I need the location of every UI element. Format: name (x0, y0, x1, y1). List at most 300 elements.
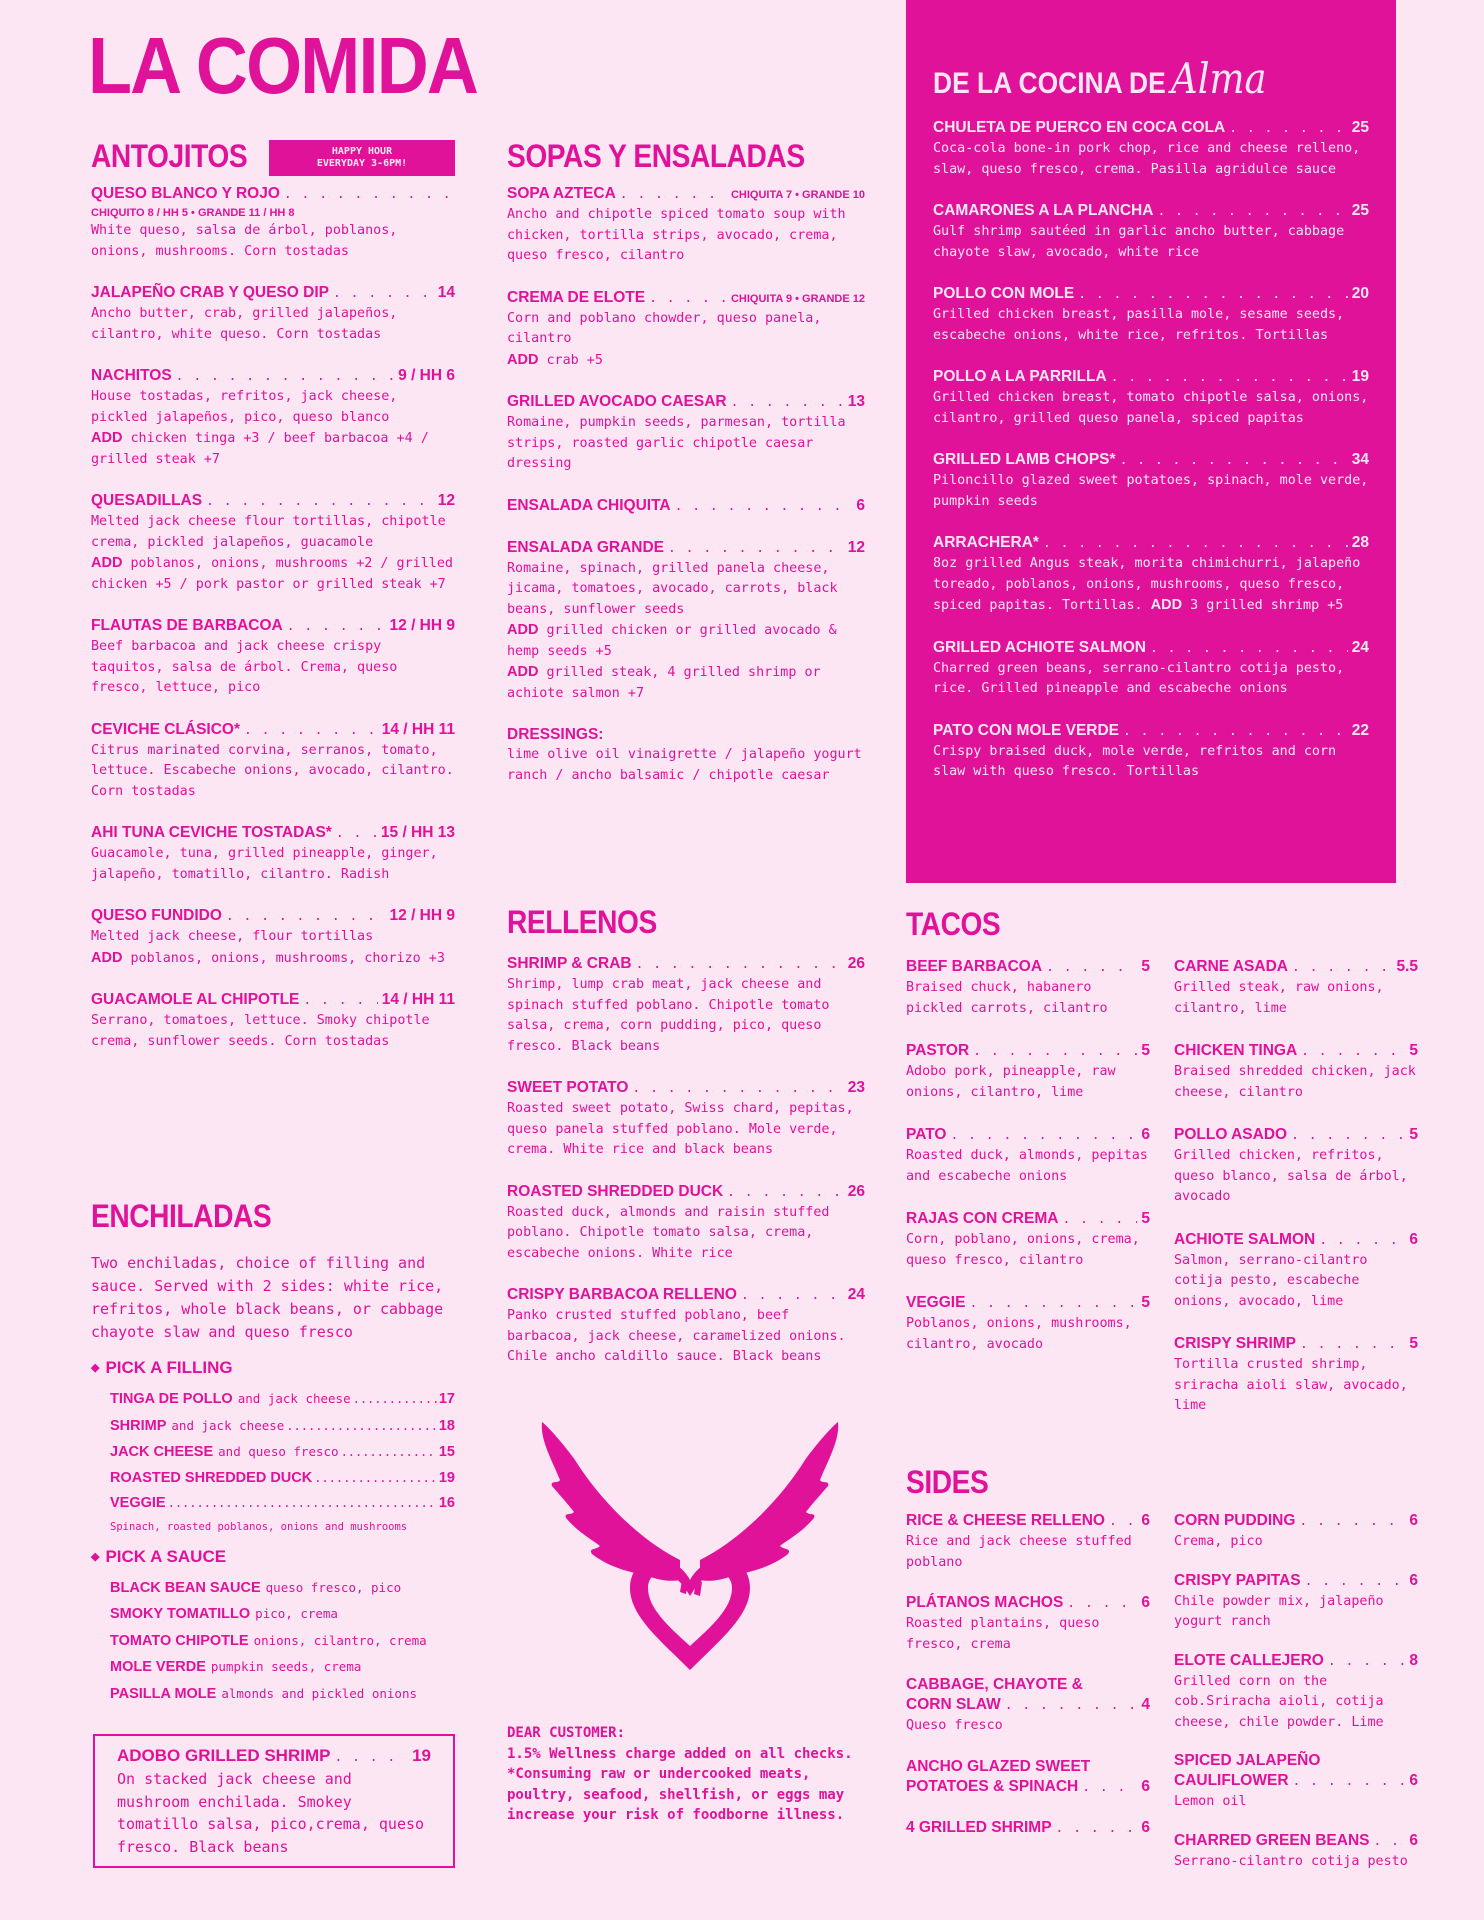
item-price: 5 (1141, 1294, 1150, 1311)
item-description (906, 1230, 1150, 1271)
item-description (1174, 1251, 1418, 1313)
sopas-section (507, 140, 865, 786)
happy-hour-line2: EVERYDAY 3-6PM! (316, 158, 408, 169)
filling-name: JACK CHEESE (110, 1444, 214, 1460)
item-heading (507, 1285, 865, 1306)
add-label: ADD (1150, 597, 1183, 613)
leader-dots (284, 185, 451, 205)
menu-item (1174, 1334, 1418, 1417)
leader-dots (333, 284, 434, 304)
cocina-panel (906, 0, 1396, 883)
item-heading (933, 118, 1369, 139)
item-heading (1174, 1230, 1418, 1251)
menu-item (1174, 1041, 1418, 1103)
leader-dots (741, 1286, 844, 1306)
item-heading (507, 184, 865, 205)
filling-extra: and queso fresco (218, 1444, 339, 1459)
item-price: 22 (1351, 721, 1369, 739)
item-price: 14 / HH 11 (381, 720, 455, 738)
item-description (507, 413, 865, 475)
item-description-text: Charred green beans, serrano-cilantro cotija pesto, rice. Grilled pineapple and escabeche onions (933, 660, 1345, 696)
sauce-name: MOLE VERDE (110, 1659, 206, 1675)
item-price: 9 / HH 6 (398, 367, 455, 384)
sauce-row (110, 1601, 455, 1628)
sauce-extra: pico, crema (255, 1606, 338, 1621)
item-description (933, 139, 1369, 180)
item-name: ANCHO GLAZED SWEET (906, 1757, 1091, 1775)
item-price: 28 (1351, 534, 1369, 551)
item-price: 6 (856, 496, 865, 514)
item-description (507, 975, 865, 1057)
item-price: 12 / HH 9 (389, 617, 455, 634)
item-price: 5 (1409, 1335, 1418, 1352)
item-description-text: Panko crusted stuffed poblano, beef barbacoa, jack cheese, caramelized onions. Chile ancho caldillo sauce. Black beans (507, 1308, 846, 1364)
sauce-row (110, 1654, 455, 1681)
item-heading (1174, 1334, 1418, 1355)
item-price: 6 (1409, 1512, 1418, 1529)
menu-item (933, 721, 1369, 783)
dressings-list: lime olive oil vinaigrette / jalapeño yogurt ranch / ancho balsamic / chipotle caesar (507, 747, 862, 783)
add-label: ADD (91, 430, 123, 446)
item-heading (906, 1695, 1150, 1716)
item-name: ADOBO GRILLED SHRIMP (117, 1746, 331, 1765)
leader-dots (1301, 1042, 1405, 1062)
filling-name: VEGGIE (110, 1495, 166, 1511)
item-addon (507, 662, 865, 704)
menu-item (1174, 957, 1418, 1019)
antojitos-section (91, 140, 455, 1073)
menu-item (933, 450, 1369, 512)
leader-dots (1157, 202, 1347, 222)
item-name: BEEF BARBACOA (906, 958, 1043, 975)
add-label: ADD (507, 351, 539, 368)
menu-item (507, 1078, 865, 1161)
wellness-charge-note: 1.5% Wellness charge added on all checks. (507, 1745, 853, 1762)
item-name: CREMA DE ELOTE (507, 288, 646, 306)
item-name: AHI TUNA CEVICHE TOSTADAS* (91, 824, 332, 841)
menu-item (933, 201, 1369, 263)
antojitos-list (91, 184, 455, 1052)
item-price: 5 (1141, 958, 1150, 975)
item-addon (91, 948, 455, 970)
menu-item (507, 496, 865, 517)
filling-row (110, 1413, 455, 1440)
item-description-text: Citrus marinated corvina, serranos, tomato, lettuce. Escabeche onions, avocado, cilantro. Corn tostadas (91, 742, 454, 799)
leader-dots (727, 1183, 844, 1203)
item-description (933, 222, 1369, 263)
leader-dots (1300, 1335, 1405, 1355)
filling-price: 17 (438, 1391, 455, 1407)
enchiladas-title: ENCHILADAS (91, 1198, 272, 1234)
item-description-text: Serrano, tomatoes, lettuce. Smoky chipotle crema, sunflower seeds. Corn tostadas (91, 1013, 430, 1049)
menu-item (1174, 1831, 1418, 1873)
filling-row (110, 1439, 455, 1466)
pick-filling-heading (91, 1358, 455, 1378)
menu-item (933, 638, 1369, 700)
leader-dots (1291, 1126, 1405, 1146)
item-price: 14 / HH 11 (381, 991, 455, 1008)
item-description-text: 8oz grilled Angus steak, morita chimichurri, jalapeño toreado, poblanos, onions, mushrooms, queso fresco, spiced papitas. Tortillas. (933, 556, 1361, 613)
item-price: 15 / HH 13 (380, 824, 455, 841)
leader-dots (1062, 1210, 1137, 1230)
item-name: GUACAMOLE AL CHIPOTLE (91, 991, 300, 1008)
item-description-text: Grilled steak, raw onions, cilantro, lime (1174, 980, 1384, 1016)
item-addon (91, 428, 455, 470)
item-heading (91, 906, 455, 927)
item-description-text: Serrano-cilantro cotija pesto (1174, 1853, 1408, 1869)
item-description-text: Grilled corn on the cob.Sriracha aioli, cotija cheese, chile powder. Lime (1174, 1673, 1384, 1730)
item-heading (933, 201, 1369, 222)
item-heading (1174, 1571, 1418, 1592)
item-description (933, 742, 1369, 783)
item-heading (906, 1777, 1150, 1798)
item-name: SWEET POTATO (507, 1079, 629, 1096)
item-description-text: Romaine, pumpkin seeds, parmesan, tortilla strips, roasted garlic chipotle caesar dressing (507, 415, 846, 471)
leader-dots (303, 991, 377, 1011)
add-text: grilled chicken or grilled avocado & hemp seeds +5 (507, 623, 837, 659)
item-description (507, 205, 865, 267)
menu-item (91, 990, 455, 1052)
item-price: 5 (1141, 1042, 1150, 1059)
rellenos-title: RELLENOS (507, 904, 657, 940)
item-name: VEGGIE (906, 1294, 966, 1311)
item-name-line2: CORN SLAW (906, 1696, 1001, 1713)
menu-item (906, 1757, 1150, 1798)
item-description (507, 1203, 865, 1265)
item-description (906, 1532, 1150, 1573)
item-description-text: Roasted duck, almonds, pepitas and escabeche onions (906, 1148, 1148, 1184)
item-description-text: Coca-cola bone-in pork chop, rice and cheese relleno, slaw, queso fresco, crema. Pasilla agridulce sauce (933, 141, 1361, 177)
sauce-name: PASILLA MOLE (110, 1685, 217, 1702)
cocina-title-text: DE LA COCINA DE (933, 67, 1166, 100)
filling-row (110, 1386, 455, 1413)
item-description: On stacked jack cheese and mushroom enchilada. Smokey tomatillo salsa, pico,crema, queso fresco. Black beans (117, 1770, 425, 1856)
item-description (906, 1716, 1150, 1737)
item-heading (933, 638, 1369, 659)
item-price: 24 (1351, 638, 1369, 656)
sopas-title: SOPAS Y ENSALADAS (507, 138, 805, 174)
item-description (1174, 1062, 1418, 1103)
leader-dots (1150, 639, 1348, 659)
leader-dots (731, 393, 844, 413)
item-price: 5 (1141, 1210, 1150, 1227)
cocina-title (933, 54, 1267, 103)
leader-dots (1328, 1652, 1406, 1672)
filling-price: 18 (438, 1417, 455, 1434)
item-heading (906, 1593, 1150, 1614)
item-heading (1174, 1651, 1418, 1672)
item-description (507, 309, 865, 350)
item-addon (507, 620, 865, 662)
item-price: 25 (1351, 119, 1369, 136)
menu-item (507, 954, 865, 1057)
item-price: 6 (1141, 1512, 1150, 1529)
menu-item (91, 366, 455, 470)
filling-name: SHRIMP (110, 1417, 167, 1434)
leader-dots (353, 1387, 437, 1413)
item-description-text: Rice and jack cheese stuffed poblano (906, 1534, 1132, 1570)
happy-hour-badge (269, 140, 455, 176)
item-heading (91, 616, 455, 637)
add-text: grilled steak, 4 grilled shrimp or achiote salmon +7 (507, 665, 821, 701)
sauce-extra: onions, cilantro, crema (253, 1632, 427, 1648)
item-heading (507, 1182, 865, 1203)
item-description-text: Guacamole, tuna, grilled pineapple, ginger, jalapeño, tomatillo, cilantro. Radish (91, 846, 438, 882)
sauce-extra: queso fresco, pico (265, 1579, 402, 1595)
item-description-text: Adobo pork, pineapple, raw onions, cilantro, lime (906, 1064, 1116, 1100)
leader-dots (1111, 368, 1348, 388)
pick-sauce-label: PICK A SAUCE (105, 1546, 227, 1566)
item-description-text: Corn, poblano, onions, crema, queso fresco, cilantro (906, 1232, 1140, 1268)
add-text: poblanos, onions, mushrooms, chorizo +3 (130, 950, 445, 966)
menu-item (1174, 1651, 1418, 1734)
item-heading (906, 1209, 1150, 1230)
item-name: ROASTED SHREDDED DUCK (507, 1182, 724, 1200)
item-price: 34 (1351, 451, 1369, 468)
leader-dots (649, 289, 727, 309)
item-description-text: Chile powder mix, jalapeño yogurt ranch (1174, 1593, 1384, 1629)
add-text: crab +5 (546, 352, 603, 368)
menu-item (91, 616, 455, 699)
item-name: POLLO CON MOLE (933, 285, 1075, 302)
leader-dots (1319, 1231, 1405, 1251)
menu-item (906, 1675, 1150, 1737)
item-description-text: Ancho and chipotle spiced tomato soup with chicken, tortilla strips, avocado, crema, queso fresco, cilantro (507, 207, 846, 263)
item-price: 23 (847, 1079, 865, 1096)
item-name: CEVICHE CLÁSICO* (91, 720, 240, 738)
menu-item (933, 284, 1369, 346)
item-description-text: Tortilla crusted shrimp, sriracha aioli slaw, avocado, lime (1174, 1357, 1408, 1413)
leader-dots (1067, 1594, 1137, 1614)
item-price: 6 (1409, 1571, 1418, 1589)
item-heading (507, 392, 865, 413)
item-description-text: Queso fresco (906, 1718, 1003, 1733)
item-description-text: Lemon oil (1174, 1794, 1247, 1809)
item-name: POLLO ASADO (1174, 1126, 1288, 1143)
item-heading (91, 990, 455, 1011)
antojitos-title: ANTOJITOS (91, 138, 248, 174)
item-heading (507, 288, 865, 309)
item-description-text: Beef barbacoa and jack cheese crispy taquitos, salsa de árbol. Crema, queso fresco, lettuce, pico (91, 639, 398, 695)
leader-dots (1082, 1778, 1137, 1798)
item-description-text: Grilled chicken, refritos, queso blanco, salsa de árbol, avocado (1174, 1148, 1408, 1204)
sauce-name: SMOKY TOMATILLO (110, 1606, 251, 1622)
add-text: chicken tinga +3 / beef barbacoa +4 / grilled steak +7 (91, 431, 429, 467)
filling-name: ROASTED SHREDDED DUCK (110, 1469, 313, 1486)
item-description (1174, 1672, 1418, 1734)
leader-dots (206, 492, 434, 512)
filling-price: 16 (438, 1495, 455, 1511)
item-name: CAMARONES A LA PLANCHA (933, 202, 1154, 219)
item-addon (507, 350, 865, 372)
item-price: 6 (1409, 1831, 1418, 1849)
cocina-list (933, 118, 1369, 804)
leader-dots (1056, 1819, 1138, 1839)
sauce-row (110, 1628, 455, 1655)
sides-left-column (906, 1511, 1150, 1859)
item-description (91, 304, 455, 345)
menu-item (906, 1818, 1150, 1839)
item-price: 6 (1141, 1594, 1150, 1611)
leader-dots (632, 1079, 843, 1099)
item-price: 26 (847, 955, 865, 972)
sopas-list (507, 184, 865, 704)
item-description (933, 388, 1369, 429)
filling-extra: and jack cheese (237, 1391, 351, 1406)
item-heading (1174, 1511, 1418, 1532)
menu-item (507, 392, 865, 475)
filling-row (110, 1466, 455, 1492)
dressings-label (507, 725, 865, 745)
leader-dots (1299, 1512, 1405, 1532)
item-heading (117, 1746, 431, 1768)
item-price: CHIQUITA 7 • GRANDE 10 (730, 189, 865, 201)
tacos-left-column (906, 957, 1150, 1377)
menu-item (1174, 1571, 1418, 1633)
item-description (933, 305, 1369, 346)
item-description-text: Melted jack cheese flour tortillas, chipotle crema, pickled jalapeños, guacamole (91, 514, 446, 550)
item-description (906, 1614, 1150, 1655)
item-description (91, 1011, 455, 1052)
item-heading (906, 1511, 1150, 1532)
leader-dots (1109, 1512, 1137, 1532)
item-heading (507, 496, 865, 517)
leader-dots (1229, 119, 1348, 139)
item-description (933, 659, 1369, 700)
item-name: ENSALADA CHIQUITA (507, 496, 671, 514)
item-description (91, 637, 455, 699)
item-heading (933, 367, 1369, 388)
add-text: poblanos, onions, mushrooms +2 / grilled chicken +5 / pork pastor or grilled steak +7 (91, 556, 453, 592)
item-description-text: Ancho butter, crab, grilled jalapeños, cilantro, white queso. Corn tostadas (91, 306, 398, 342)
item-heading (507, 1078, 865, 1099)
item-description-text: Crema, pico (1174, 1534, 1263, 1549)
item-name: SPICED JALAPEÑO (1174, 1752, 1321, 1769)
item-heading (91, 366, 455, 387)
item-price: 6 (1141, 1777, 1150, 1795)
item-description (91, 221, 455, 262)
item-description (91, 512, 455, 553)
item-description-text: Grilled chicken breast, tomato chipotle salsa, onions, cilantro, grilled queso panela, spiced papitas (933, 390, 1369, 426)
item-heading-line1 (906, 1675, 1150, 1695)
item-description (933, 554, 1369, 617)
leader-dots (1046, 958, 1137, 978)
item-description-text: House tostadas, refritos, jack cheese, pickled jalapeños, pico, queso blanco (91, 389, 398, 425)
item-price: 12 (437, 492, 455, 509)
filling-extra: and jack cheese (171, 1417, 285, 1433)
item-name: CRISPY SHRIMP (1174, 1335, 1297, 1352)
item-heading (906, 1041, 1150, 1062)
item-description (906, 1062, 1150, 1103)
rellenos-list (507, 954, 865, 1368)
menu-item (507, 1285, 865, 1368)
item-name: ELOTE CALLEJERO (1174, 1651, 1324, 1669)
item-description-text: Corn and poblano chowder, queso panela, cilantro (507, 310, 822, 346)
item-description (507, 559, 865, 621)
leader-dots (334, 1748, 408, 1768)
item-description (91, 927, 455, 948)
item-description (906, 978, 1150, 1019)
item-heading (933, 284, 1369, 305)
leader-dots (1005, 1696, 1138, 1716)
menu-item (906, 1511, 1150, 1573)
sauces-list (91, 1575, 455, 1708)
leader-dots (168, 1491, 437, 1517)
item-name: GRILLED ACHIOTE SALMON (933, 638, 1146, 656)
rellenos-section (507, 906, 865, 1389)
item-description (507, 1099, 865, 1161)
filling-price: 19 (438, 1469, 455, 1486)
leader-dots (1123, 722, 1348, 742)
menu-item (933, 118, 1369, 180)
item-name: GRILLED LAMB CHOPS* (933, 451, 1116, 468)
item-heading (91, 720, 455, 741)
item-description-text: Grilled chicken breast, pasilla mole, sesame seeds, escabeche onions, white rice, refritos. Tortillas (933, 307, 1345, 343)
item-name: ARRACHERA* (933, 534, 1039, 551)
item-subprice: CHIQUITO 8 / HH 5 • GRANDE 11 / HH 8 (91, 207, 295, 219)
item-name: POLLO A LA PARRILLA (933, 368, 1107, 385)
item-price: 4 (1141, 1696, 1150, 1713)
leader-dots (675, 497, 853, 517)
menu-item (507, 1182, 865, 1265)
filling-name: TINGA DE POLLO (110, 1391, 233, 1407)
item-price: 6 (1409, 1772, 1418, 1789)
item-name: JALAPEÑO CRAB Y QUESO DIP (91, 284, 330, 301)
item-heading (906, 1293, 1150, 1314)
enchiladas-intro: Two enchiladas, choice of filling and sauce. Served with 2 sides: white rice, refritos, whole black beans, or cabbage chayote slaw and queso fresco (91, 1254, 444, 1341)
add-label: ADD (91, 949, 123, 966)
customer-notice (507, 1723, 877, 1826)
item-description-text: Braised shredded chicken, jack cheese, cilantro (1174, 1064, 1416, 1100)
item-name: CARNE ASADA (1174, 958, 1288, 975)
item-price: 12 (847, 538, 865, 556)
veggie-note: Spinach, roasted poblanos, onions and mushrooms (110, 1520, 408, 1533)
item-description (906, 1146, 1150, 1187)
item-description (507, 1306, 865, 1368)
item-heading (1174, 957, 1418, 978)
notice-heading: DEAR CUSTOMER: (507, 1725, 626, 1741)
item-description (91, 741, 455, 803)
item-description (1174, 1532, 1418, 1553)
item-heading (933, 533, 1369, 554)
leader-dots (286, 1414, 437, 1440)
item-heading-line1 (1174, 1751, 1418, 1771)
item-name: CRISPY PAPITAS (1174, 1571, 1301, 1589)
item-name: CHICKEN TINGA (1174, 1042, 1298, 1059)
adobo-shrimp-box (93, 1734, 455, 1868)
item-name: PASTOR (906, 1042, 970, 1059)
item-heading (1174, 1125, 1418, 1146)
menu-item (91, 283, 455, 345)
item-name: PATO (906, 1126, 947, 1143)
item-heading (933, 721, 1369, 742)
item-price: 8 (1409, 1651, 1418, 1669)
sides-title: SIDES (906, 1464, 989, 1500)
leader-dots (620, 185, 727, 205)
item-price: 13 (847, 393, 865, 410)
item-name: SHRIMP & CRAB (507, 955, 632, 972)
leader-dots (1078, 285, 1348, 305)
menu-item (906, 1209, 1150, 1271)
menu-item (91, 491, 455, 595)
item-description (1174, 978, 1418, 1019)
leader-dots (244, 721, 378, 741)
item-description (91, 844, 455, 885)
item-name: CABBAGE, CHAYOTE & (906, 1676, 1083, 1693)
menu-item (507, 184, 865, 267)
add-label: ADD (507, 622, 539, 638)
add-label: ADD (507, 664, 539, 680)
